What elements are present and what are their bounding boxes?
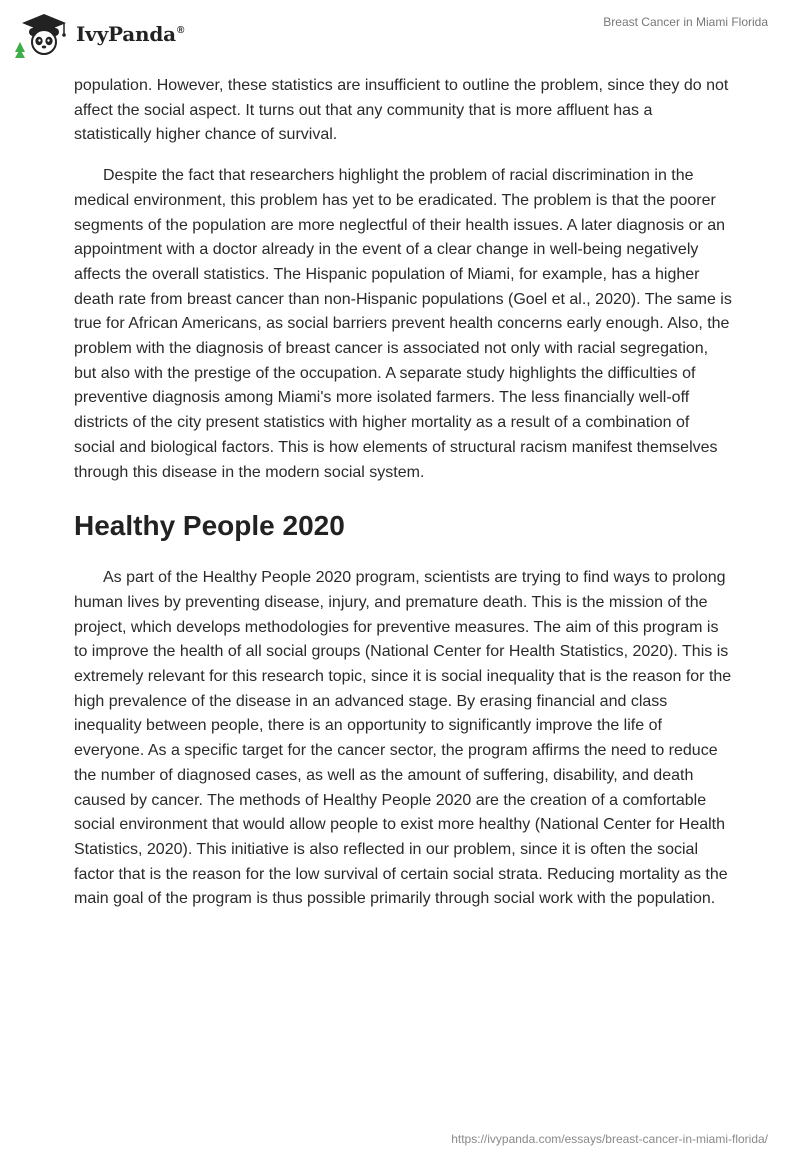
paragraph: Despite the fact that researchers highlight the problem of racial discrimination in the medical environment, this problem has yet to be eradicated. The problem is that the poorer segments of the population are more neglectful of their health issues. A later diagnosis or an appointment with a doctor already in the event of a clear change in well-being negatively affects the overall statistics. The Hispanic population of Miami, for example, has a higher death rate from breast cancer than non-Hispanic populations (Goel et al., 2020). The same is true for African Americans, as social barriers prevent health concerns early enough. Also, the problem with the diagnosis of breast cancer is associated not only with racial segregation, but also with the prestige of the occupation. A separate study highlights the difficulties of preventive diagnosis among Miami's more isolated farmers. The less financially well-off districts of the city present statistics with higher mortality as a result of a combination of social and biological factors. This is how elements of structural racism manifest themselves through this disease in the modern social system. xyxy=(74,167,732,481)
logo-wordmark: IvyPanda xyxy=(76,22,176,46)
registered-mark: ® xyxy=(176,25,185,37)
source-url[interactable]: https://ivypanda.com/essays/breast-cancer-in-miami-florida/ xyxy=(451,1132,768,1146)
paragraph: As part of the Healthy People 2020 program, scientists are trying to find ways to prolong human lives by preventing disease, injury, and premature death. This is the mission of the project, which develops methodologies for preventive measures. The aim of this program is to improve the health of all social groups (National Center for Health Statistics, 2020). This is extremely relevant for this research topic, since it is social inequality that is the reason for the high prevalence of the disease in an advanced stage. By erasing financial and class inequality between people, there is an opportunity to significantly improve the life of everyone. As a specific target for the cancer sector, the program affirms the need to reduce the number of diagnosed cases, as well as the amount of suffering, disability, and death caused by cancer. The methods of Healthy People 2020 are the creation of a comfortable social environment that would allow people to exist more healthy (National Center for Health Statistics, 2020). This initiative is also reflected in our problem, since it is often the social factor that is the reason for the low survival of certain social strata. Reducing mortality as the main goal of the program is thus possible primarily through social work with the population. xyxy=(74,569,732,908)
section-heading: Healthy People 2020 xyxy=(74,510,345,542)
page-header xyxy=(0,0,800,70)
essay-content xyxy=(74,74,734,912)
ivypanda-logo[interactable] xyxy=(14,10,184,60)
logo-text xyxy=(76,22,184,46)
paragraph: population. However, these statistics are insufficient to outline the problem, since they do not affect the social aspect. It turns out that any community that is more affluent has a statistically higher chance of survival. xyxy=(74,77,729,144)
document-title: Breast Cancer in Miami Florida xyxy=(603,15,768,29)
graduation-cap-panda-icon xyxy=(14,10,74,60)
